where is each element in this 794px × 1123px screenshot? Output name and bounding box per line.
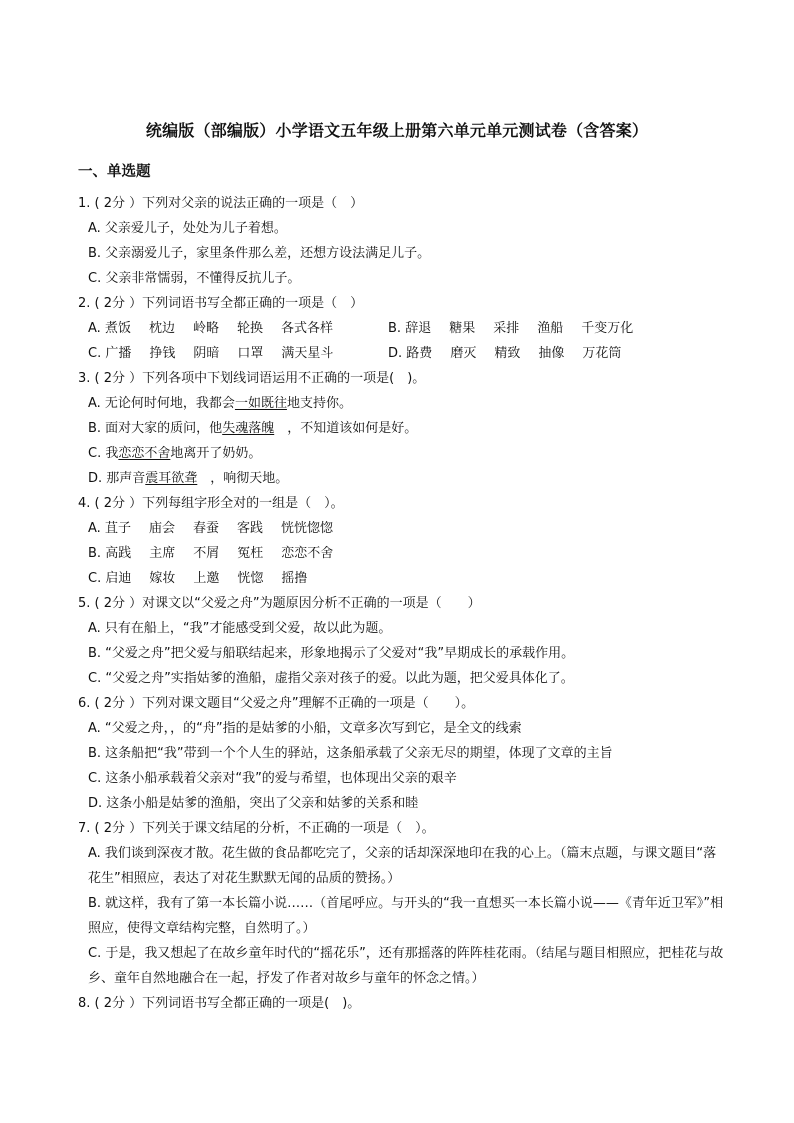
word: 辞退 (405, 321, 432, 336)
word: 满天星斗 (281, 346, 334, 361)
question-4-stem: 4. ( 2分 ）下列每组字形全对的一组是（ ）。 (78, 496, 344, 511)
question-1-stem: 1. ( 2分 ）下列对父亲的说法正确的一项是（ ） (78, 196, 364, 211)
question-4-option-b (88, 545, 351, 563)
question-3-option-c (88, 445, 261, 463)
word: 春蚕 (192, 521, 219, 536)
underlined-word: 一如既往 (234, 396, 287, 411)
word: 路费 (406, 346, 433, 361)
word: 阴暗 (193, 346, 220, 361)
question-3-option-b (88, 420, 417, 438)
word: 采排 (493, 321, 520, 336)
option-text: B. 面对大家的质问，他 (88, 421, 223, 436)
word: 抽像 (538, 346, 565, 361)
word: 磨灭 (450, 346, 477, 361)
question-5-stem: 5. ( 2分 ）对课文以“父爱之舟”为题原因分析不正确的一项是（ ） (78, 596, 481, 611)
word: 广播 (105, 346, 132, 361)
word: 恍惚 (237, 571, 264, 586)
question-6-stem: 6. ( 2分 ）下列对课文题目“父爱之舟”理解不正确的一项是（ ）。 (78, 696, 475, 711)
word: 客践 (236, 521, 263, 536)
word: 枕边 (148, 321, 175, 336)
option-letter: C. (88, 571, 102, 586)
word: 恋恋不舍 (281, 546, 334, 561)
word: 轮换 (236, 321, 263, 336)
word: 挣钱 (149, 346, 176, 361)
option-letter: D. (388, 346, 403, 361)
question-7-option-c: C. 于是，我又想起了在故乡童年时代的“摇花乐”，还有那摇落的阵阵桂花雨。（结尾与题目相照应，把桂花与故乡、童年自然地融合在一起，抒发了作者对故乡与童年的怀念之情。） (88, 946, 724, 986)
option-text: A. 无论何时何地，我都会 (88, 396, 235, 411)
question-5-option-c: C. “父爱之舟”实指姑爹的渔船，虚指父亲对孩子的爱。以此为题，把父爱具体化了。 (88, 671, 574, 686)
option-text: 地支持你。 (286, 396, 352, 411)
word: 不屑 (193, 546, 220, 561)
question-3-option-a (88, 395, 352, 413)
question-3-option-d (88, 470, 288, 488)
question-7-option-b: B. 就这样，我有了第一本长篇小说……（首尾呼应。与开头的“我一直想买一本长篇小说——《青年近卫军》”相照应，使得文章结构完整，自然明了。） (88, 896, 724, 936)
question-1-option-b: B. 父亲溺爱儿子，家里条件那么差，还想方设法满足儿子。 (88, 246, 431, 261)
word: 口罩 (237, 346, 264, 361)
option-letter: C. (88, 346, 102, 361)
word: 恍恍惚惚 (281, 521, 334, 536)
word: 各式各样 (281, 321, 334, 336)
word: 冤枉 (237, 546, 264, 561)
underlined-word: 失魂落魄 (222, 421, 275, 436)
option-text: 地离开了奶奶。 (170, 446, 262, 461)
word: 嫁妆 (149, 571, 176, 586)
option-text: C. 我 (88, 446, 119, 461)
word: 岭略 (192, 321, 219, 336)
question-5-option-a: A. 只有在船上，“我”才能感受到父爱，故以此为题。 (88, 621, 392, 636)
question-1-option-a: A. 父亲爱儿子，处处为儿子着想。 (88, 221, 287, 236)
question-8-stem: 8. ( 2分 ）下列词语书写全都正确的一项是( )。 (78, 996, 361, 1011)
word: 精致 (494, 346, 521, 361)
word: 启迪 (105, 571, 132, 586)
option-letter: A. (88, 321, 101, 336)
word: 高践 (105, 546, 132, 561)
word: 苴子 (104, 521, 131, 536)
question-2-stem: 2. ( 2分 ）下列词语书写全都正确的一项是（ ） (78, 296, 364, 311)
word: 主席 (149, 546, 176, 561)
question-2-option-b (388, 320, 651, 338)
question-4-option-a (88, 520, 351, 538)
option-letter: B. (88, 546, 102, 561)
word: 糖果 (449, 321, 476, 336)
word: 千变万化 (581, 321, 634, 336)
question-4-option-c (88, 570, 325, 588)
word: 摇撸 (281, 571, 308, 586)
page-title: 统编版（部编版）小学语文五年级上册第六单元单元测试卷（含答案） (145, 121, 649, 140)
word: 渔船 (537, 321, 564, 336)
question-5-option-b: B. “父爱之舟”把父爱与船联结起来，形象地揭示了父爱对“我”早期成长的承载作用。 (88, 646, 575, 661)
question-2-option-d (388, 345, 639, 363)
option-letter: B. (388, 321, 402, 336)
option-text: D. 那声音 (88, 471, 146, 486)
option-text: ，不知道该如何是好。 (274, 421, 418, 436)
question-2-option-a (88, 320, 351, 338)
question-2-option-c (88, 345, 351, 363)
option-text: ，响彻天地。 (197, 471, 289, 486)
question-1-option-c: C. 父亲非常懦弱，不懂得反抗儿子。 (88, 271, 301, 286)
underlined-word: 恋恋不舍 (118, 446, 171, 461)
word: 庙会 (148, 521, 175, 536)
underlined-word: 震耳欲聋 (145, 471, 198, 486)
word: 万花筒 (582, 346, 622, 361)
question-3-stem: 3. ( 2分 ）下列各项中下划线词语运用不正确的一项是( )。 (78, 371, 426, 386)
question-7-option-a: A. 我们谈到深夜才散。花生做的食品都吃完了，父亲的话却深深地印在我的心上。（篇末点题，与课文题目“落花生”相照应，表达了对花生默默无闻的品质的赞扬。） (88, 846, 717, 886)
question-7-stem: 7. ( 2分 ）下列关于课文结尾的分析，不正确的一项是（ ）。 (78, 821, 435, 836)
word: 上邀 (193, 571, 220, 586)
word: 煮饭 (104, 321, 131, 336)
question-6-option-b: B. 这条船把“我”带到一个个人生的驿站，这条船承载了父亲无尽的期望，体现了文章的主旨 (88, 746, 613, 761)
question-6-option-d: D. 这条小船是姑爹的渔船，突出了父亲和姑爹的关系和睦 (88, 796, 419, 811)
option-letter: A. (88, 521, 101, 536)
section-heading: 一、单选题 (78, 164, 151, 180)
question-6-option-a: A. “父爱之舟，，的“舟”指的是姑爹的小船，文章多次写到它，是全文的线索 (88, 721, 522, 736)
question-6-option-c: C. 这条小船承载着父亲对“我”的爱与希望，也体现出父亲的艰辛 (88, 771, 457, 786)
